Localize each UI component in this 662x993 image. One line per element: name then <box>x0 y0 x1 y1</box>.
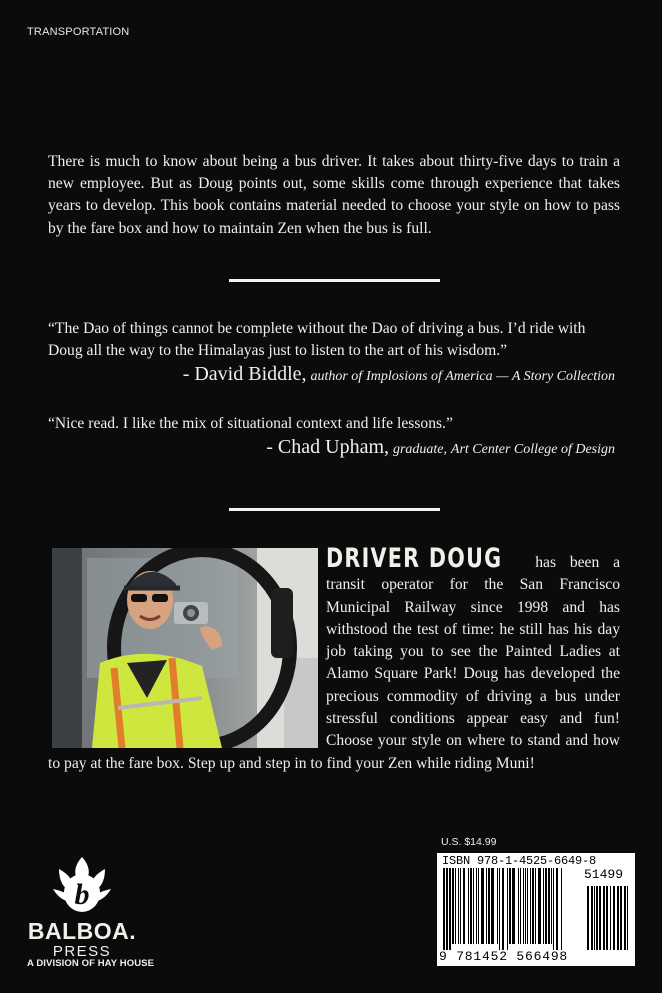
divider-top <box>229 279 440 282</box>
barcode-bar <box>488 868 490 944</box>
barcode-bar <box>530 868 531 944</box>
testimonial-work: Implosions of America — A Story Collection <box>366 369 615 384</box>
barcode-bar <box>617 886 619 950</box>
barcode-bar <box>452 868 454 944</box>
barcode-addon-number: 51499 <box>584 867 624 882</box>
testimonial-author: - Chad Upham, <box>266 436 390 458</box>
barcode-bar <box>473 868 474 944</box>
barcode-bar <box>460 868 461 944</box>
testimonial-2 <box>48 413 620 461</box>
testimonial-author: - David Biddle, <box>182 363 307 385</box>
barcode-bar <box>620 886 622 950</box>
barcode-bar <box>497 868 498 944</box>
barcode-bar <box>478 868 479 944</box>
logo-letter: b <box>74 878 90 911</box>
author-bio <box>48 545 620 775</box>
publisher-name: BALBOA. <box>27 918 137 944</box>
barcode-bar <box>455 868 456 944</box>
barcode-bar <box>591 886 593 950</box>
price-label: U.S. $14.99 <box>441 836 497 848</box>
barcode-bar <box>610 886 611 950</box>
testimonial-role: author of <box>310 369 363 384</box>
barcode-bar <box>599 886 601 950</box>
barcode-bar <box>491 868 494 944</box>
testimonial-role: graduate, <box>392 442 447 457</box>
barcode <box>437 853 635 966</box>
barcode-bar <box>553 868 554 950</box>
barcode-bar <box>523 868 524 944</box>
publisher-imprint: PRESS <box>52 943 112 960</box>
barcode-bar <box>627 886 628 950</box>
barcode-bar <box>502 868 504 950</box>
barcode-bar <box>525 868 526 944</box>
barcode-bar <box>476 868 477 944</box>
barcode-bar <box>538 868 541 944</box>
author-bio-text: has been a transit operator for the San Francisco Municipal Railway since 1998 and has withstood the test of time: he still has his day job taking you to see the Painted Ladies at Alamo Square Park! Doug has developed the precious commodity of driving a bus under stressful conditions appear easy and fun! Choose your style on where to stand and how to pay at the fare box. Step up and step in to find your Zen while riding Muni! <box>48 554 620 772</box>
barcode-bar <box>468 868 469 944</box>
publisher-logo <box>22 855 142 960</box>
barcode-bar <box>512 868 515 944</box>
barcode-bar <box>463 868 465 944</box>
testimonial-text: “Nice read. I like the mix of situational context and life lessons.” <box>48 415 453 432</box>
barcode-bar <box>535 868 536 944</box>
barcode-bar <box>446 868 448 950</box>
testimonial-attribution <box>48 436 620 461</box>
testimonial-work: Art Center College of Design <box>450 442 615 457</box>
publisher-division: A DIVISION OF HAY HOUSE <box>27 958 155 969</box>
barcode-bar <box>449 868 451 950</box>
barcode-bar <box>507 868 508 950</box>
barcode-bar <box>587 886 589 950</box>
barcode-bar <box>603 886 605 950</box>
barcode-bar <box>548 868 550 944</box>
book-blurb: There is much to know about being a bus driver. It takes about thirty-five days to train a new employee. But as Doug points out, some skills come through experience that takes years to develop. This book contains material needed to choose your style on how to pass by the fare box and how to maintain Zen when the bus is full. <box>48 153 620 237</box>
author-name: DRIVER DOUG <box>326 543 503 574</box>
barcode-bar <box>481 868 484 944</box>
isbn-text: ISBN 978-1-4525-6649-8 <box>442 854 597 868</box>
barcode-bar <box>443 868 445 950</box>
barcode-bar <box>624 886 626 950</box>
barcode-bar <box>556 868 558 950</box>
barcode-bar <box>551 868 552 944</box>
testimonial-attribution <box>48 363 620 388</box>
barcode-bar <box>458 868 459 944</box>
barcode-bar <box>520 868 521 944</box>
barcode-bar <box>594 886 595 950</box>
barcode-bar <box>545 868 547 944</box>
barcode-bar <box>532 868 534 944</box>
category-label: TRANSPORTATION <box>27 26 130 38</box>
testimonial-1 <box>48 318 620 388</box>
barcode-bar <box>509 868 511 944</box>
barcode-bar <box>606 886 608 950</box>
barcode-bar <box>486 868 487 944</box>
barcode-number: 9 781452 566498 <box>439 949 569 964</box>
barcode-bar <box>499 868 500 950</box>
barcode-bar <box>527 868 528 944</box>
lotus-icon <box>51 855 113 917</box>
barcode-bar <box>613 886 615 950</box>
barcode-bar <box>470 868 472 944</box>
barcode-bar <box>543 868 544 944</box>
divider-bottom <box>229 508 440 511</box>
photo-spacer <box>48 545 326 750</box>
barcode-bar <box>518 868 519 944</box>
testimonial-text: “The Dao of things cannot be complete without the Dao of driving a bus. I’d ride with Doug all the way to the Himalayas just to listen to the art of his wisdom.” <box>48 320 586 359</box>
barcode-bar <box>596 886 598 950</box>
barcode-bar <box>561 868 562 950</box>
